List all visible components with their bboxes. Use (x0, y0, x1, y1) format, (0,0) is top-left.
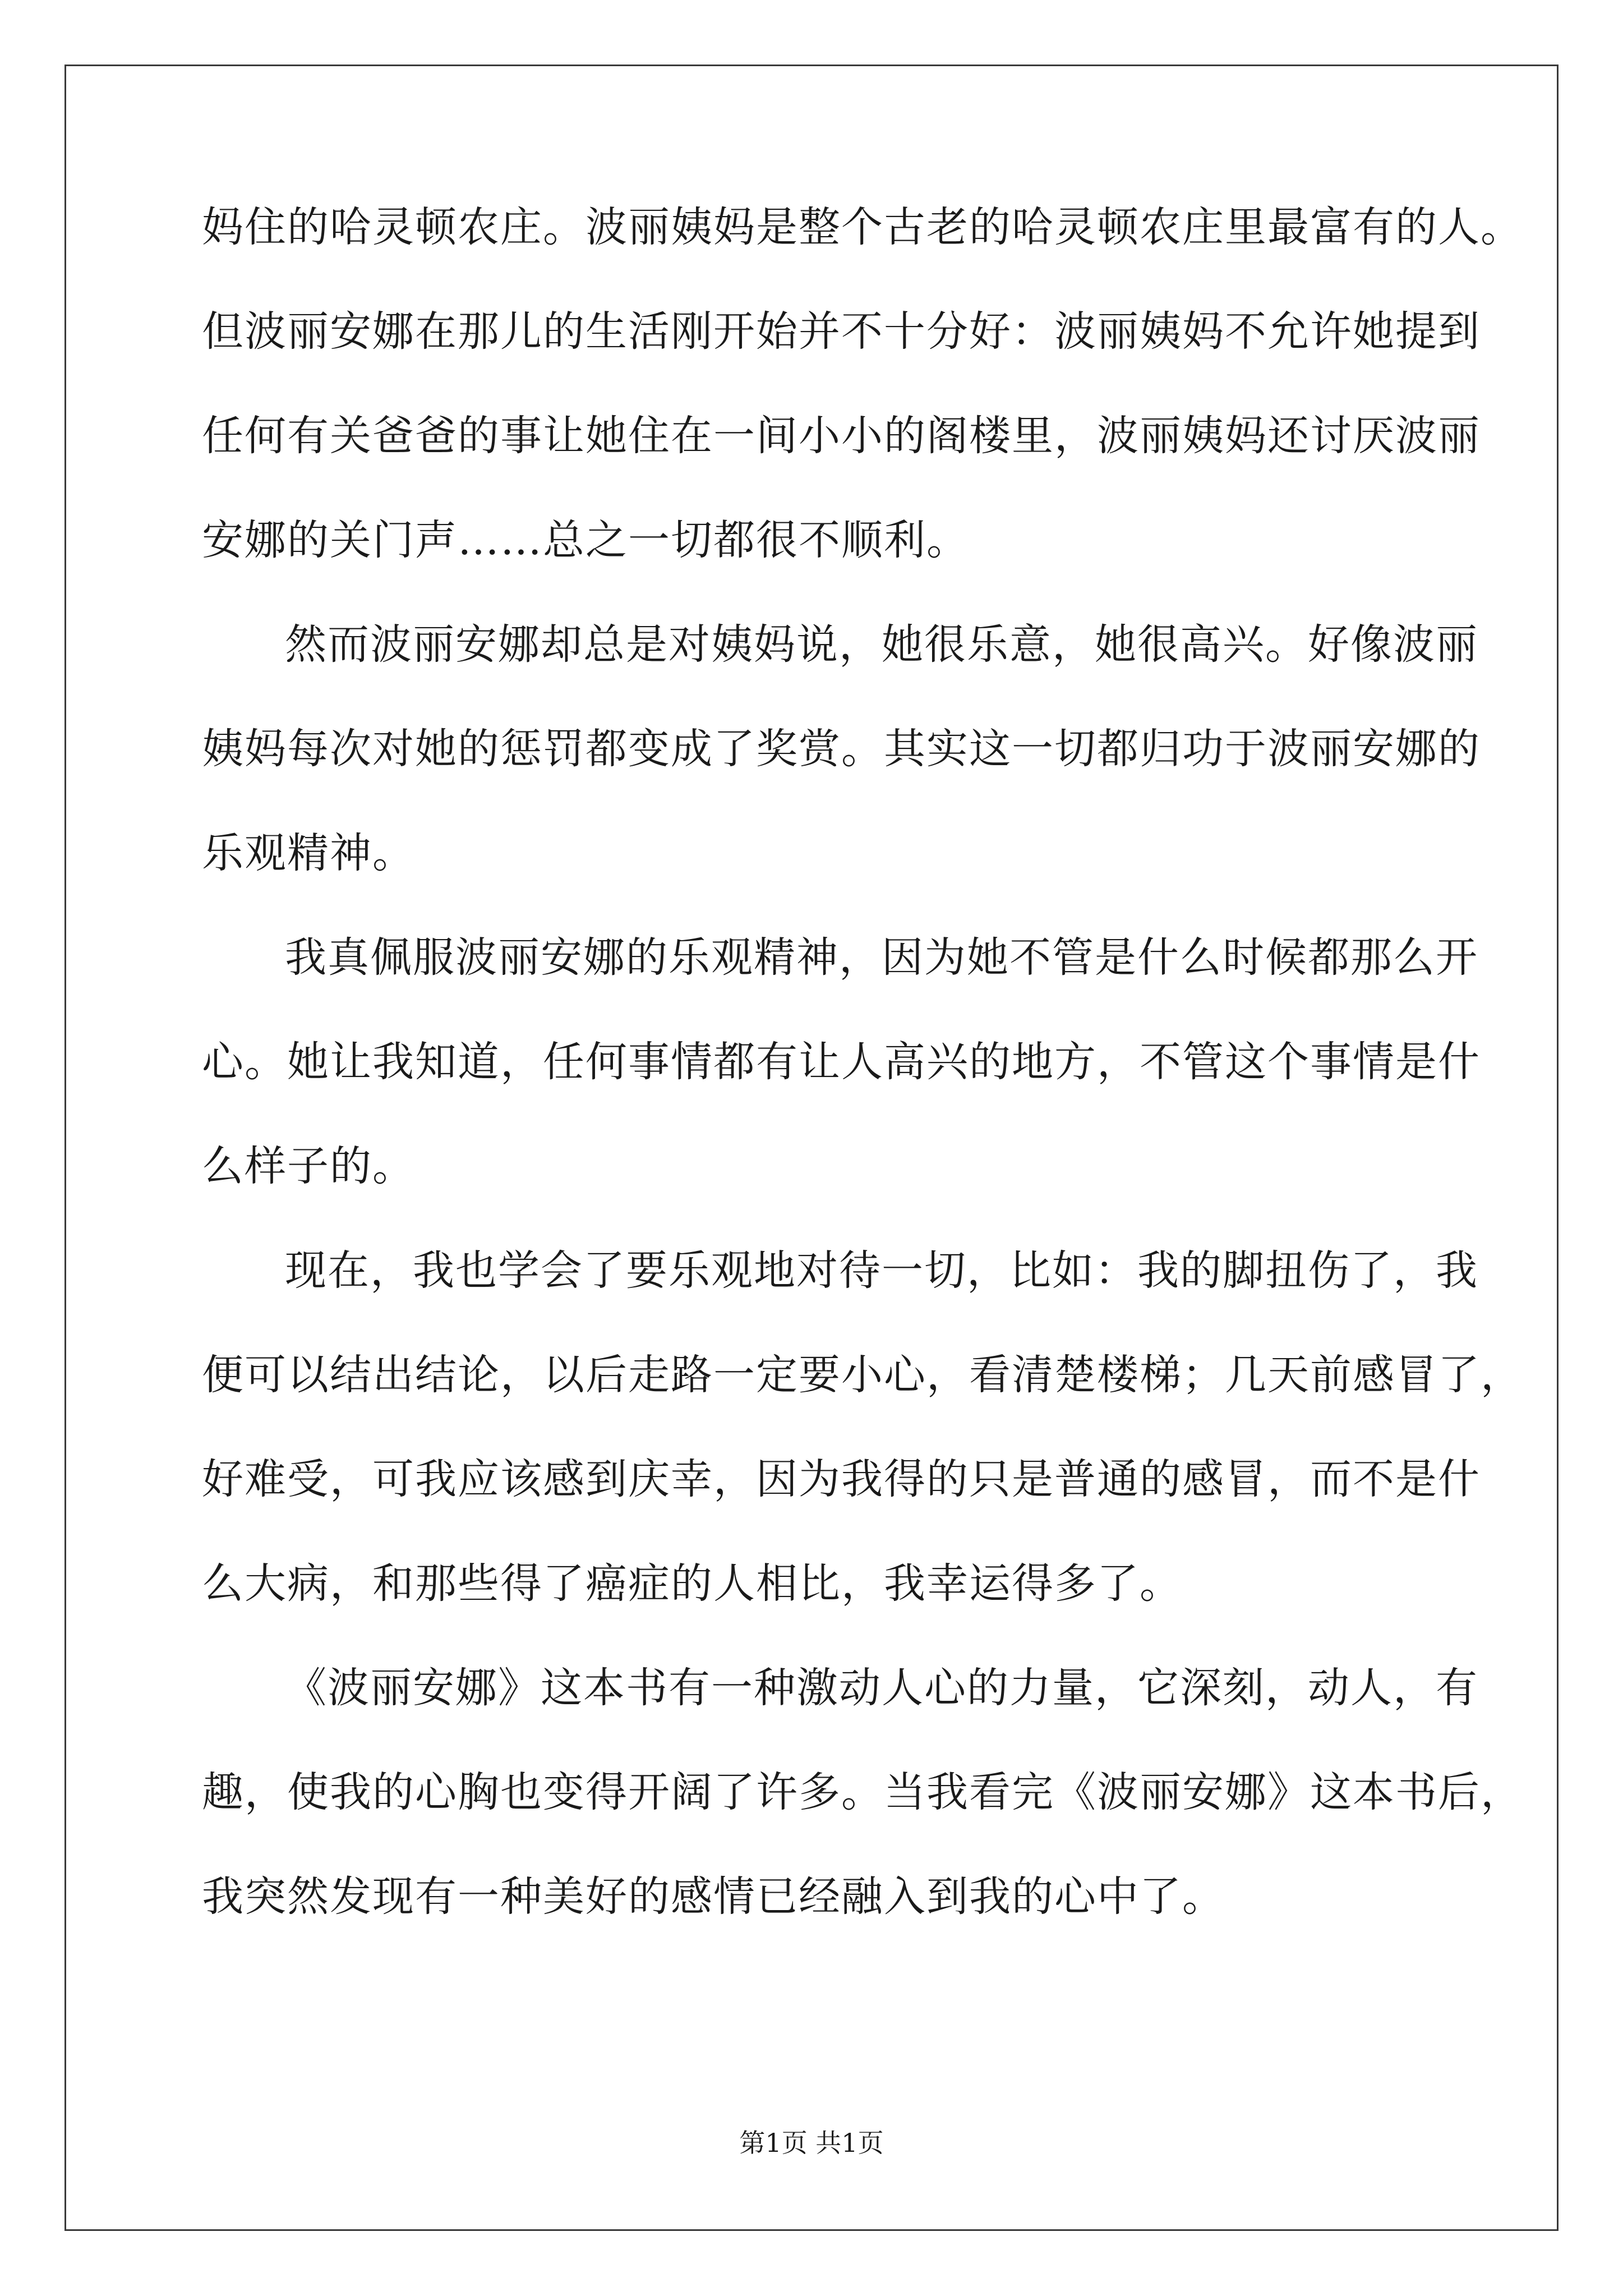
text-line: 好难受，可我应该感到庆幸，因为我得的只是普通的感冒，而不是什 (202, 1455, 1481, 1503)
text-line: 趣，使我的心胸也变得开阔了许多。当我看完《波丽安娜》这本书后， (202, 1768, 1523, 1816)
text-line: 乐观精神。 (202, 829, 415, 877)
text-line: 姨妈每次对她的惩罚都变成了奖赏。其实这一切都归功于波丽安娜的 (202, 725, 1481, 773)
text-line: 妈住的哈灵顿农庄。波丽姨妈是整个古老的哈灵顿农庄里最富有的人。 (202, 203, 1523, 251)
paragraph-first-line: 然而波丽安娜却总是对姨妈说，她很乐意，她很高兴。好像波丽 (285, 620, 1478, 669)
text-line: 么大病，和那些得了癌症的人相比，我幸运得多了。 (202, 1559, 1182, 1608)
text-line: 心。她让我知道，任何事情都有让人高兴的地方，不管这个事情是什 (202, 1038, 1481, 1086)
page-number-footer: 第1页 共1页 (739, 2128, 884, 2158)
paragraph-first-line: 《波丽安娜》这本书有一种激动人心的力量，它深刻，动人，有 (285, 1664, 1478, 1712)
text-line: 任何有关爸爸的事让她住在一间小小的阁楼里，波丽姨妈还讨厌波丽 (202, 412, 1481, 460)
text-line: 么样子的。 (202, 1142, 415, 1190)
text-line: 便可以结出结论，以后走路一定要小心，看清楚楼梯；几天前感冒了， (202, 1351, 1523, 1399)
text-line: 但波丽安娜在那儿的生活刚开始并不十分好：波丽姨妈不允许她提到 (202, 307, 1481, 356)
text-line: 安娜的关门声……总之一切都很不顺利。 (202, 516, 969, 564)
paragraph-first-line: 我真佩服波丽安娜的乐观精神，因为她不管是什么时候都那么开 (285, 933, 1478, 982)
paragraph-first-line: 现在，我也学会了要乐观地对待一切，比如：我的脚扭伤了，我 (285, 1246, 1478, 1295)
text-line: 我突然发现有一种美好的感情已经融入到我的心中了。 (202, 1872, 1225, 1921)
